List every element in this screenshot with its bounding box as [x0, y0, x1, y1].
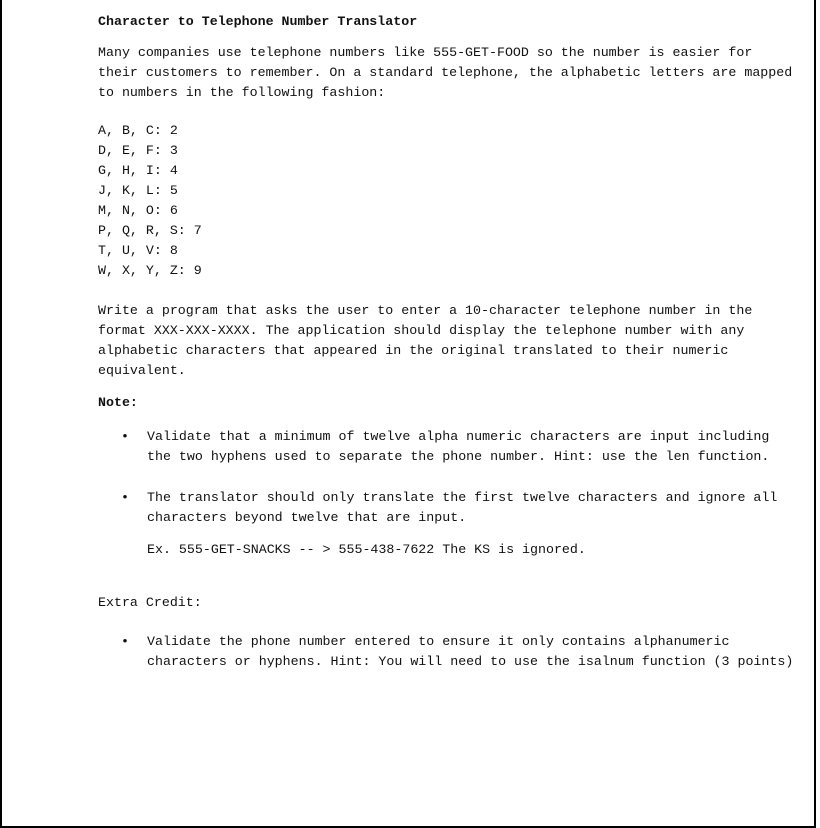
- letter-mapping-list: [98, 121, 798, 281]
- note-bullet-text: Validate that a minimum of twelve alpha numeric characters are input including the two hyphens used to separate the phone number. Hint: use the len function.: [147, 429, 770, 464]
- mapping-line: T, U, V: 8: [98, 243, 178, 258]
- mapping-line: P, Q, R, S: 7: [98, 223, 202, 238]
- intro-paragraph: Many companies use telephone numbers like 555-GET-FOOD so the number is easier for their customers to remember. On a standard telephone, the alphabetic letters are mapped to numbers in the following fashion:: [98, 45, 793, 100]
- task-paragraph: Write a program that asks the user to enter a 10-character telephone number in the format XXX-XXX-XXXX. The application should display the telephone number with any alphabetic characters that appeared in the original translated to their numeric equivalent.: [98, 303, 753, 378]
- document-title: Character to Telephone Number Translator: [98, 14, 418, 29]
- document-content: [98, 12, 798, 672]
- note-bullet-item: [98, 427, 798, 467]
- note-label: Note:: [98, 395, 138, 410]
- bullet-dot-icon: •: [121, 490, 129, 505]
- extra-credit-bullet-item: [98, 632, 798, 672]
- extra-credit-bullet-list: [98, 632, 798, 672]
- note-bullet-item: [98, 488, 798, 528]
- extra-credit-label: Extra Credit:: [98, 595, 202, 610]
- bullet-dot-icon: •: [121, 429, 129, 444]
- mapping-line: D, E, F: 3: [98, 143, 178, 158]
- note-bullet-text: The translator should only translate the first twelve characters and ignore all characters beyond twelve that are input.: [147, 490, 778, 525]
- example-line: Ex. 555-GET-SNACKS -- > 555-438-7622 The KS is ignored.: [147, 542, 586, 557]
- bullet-dot-icon: •: [121, 634, 129, 649]
- extra-credit-bullet-text: Validate the phone number entered to ensure it only contains alphanumeric characters or hyphens. Hint: You will need to use the isalnum function (3 points): [147, 634, 794, 669]
- mapping-line: A, B, C: 2: [98, 123, 178, 138]
- mapping-line: G, H, I: 4: [98, 163, 178, 178]
- mapping-line: J, K, L: 5: [98, 183, 178, 198]
- note-bullet-list: [98, 427, 798, 528]
- mapping-line: M, N, O: 6: [98, 203, 178, 218]
- mapping-line: W, X, Y, Z: 9: [98, 263, 202, 278]
